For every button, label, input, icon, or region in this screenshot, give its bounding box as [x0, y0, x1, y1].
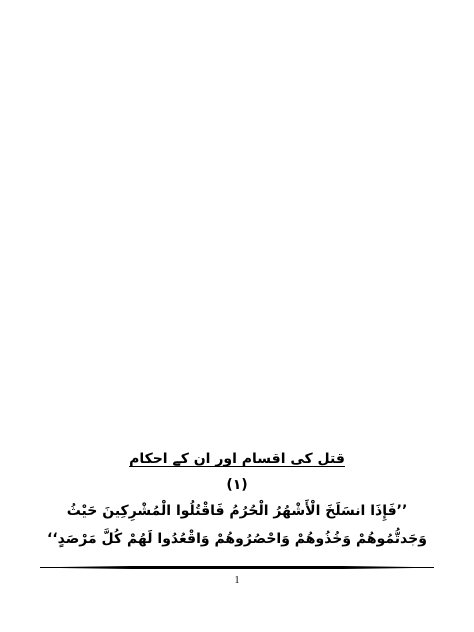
verse-line-1: ’’فَإِذَا انسَلَخَ الْأَشْهُرُ الْحُرُمُ فَاقْتُلُوا الْمُشْرِكِينَ حَيْثُ: [66, 503, 408, 519]
footer-divider-ornament: [60, 566, 414, 569]
section-number: (۱): [226, 477, 248, 493]
page-number: 1: [234, 575, 240, 586]
page-content: [40, 448, 434, 552]
verse-line-2: وَجَدتُّمُوهُمْ وَخُذُوهُمْ وَاحْصُرُوهُمْ وَاقْعُدُوا لَهُمْ كُلَّ مَرْصَدٍ‘‘: [47, 531, 427, 547]
section-heading: قتل کی اقسام اور ان کے احکام: [129, 451, 345, 467]
